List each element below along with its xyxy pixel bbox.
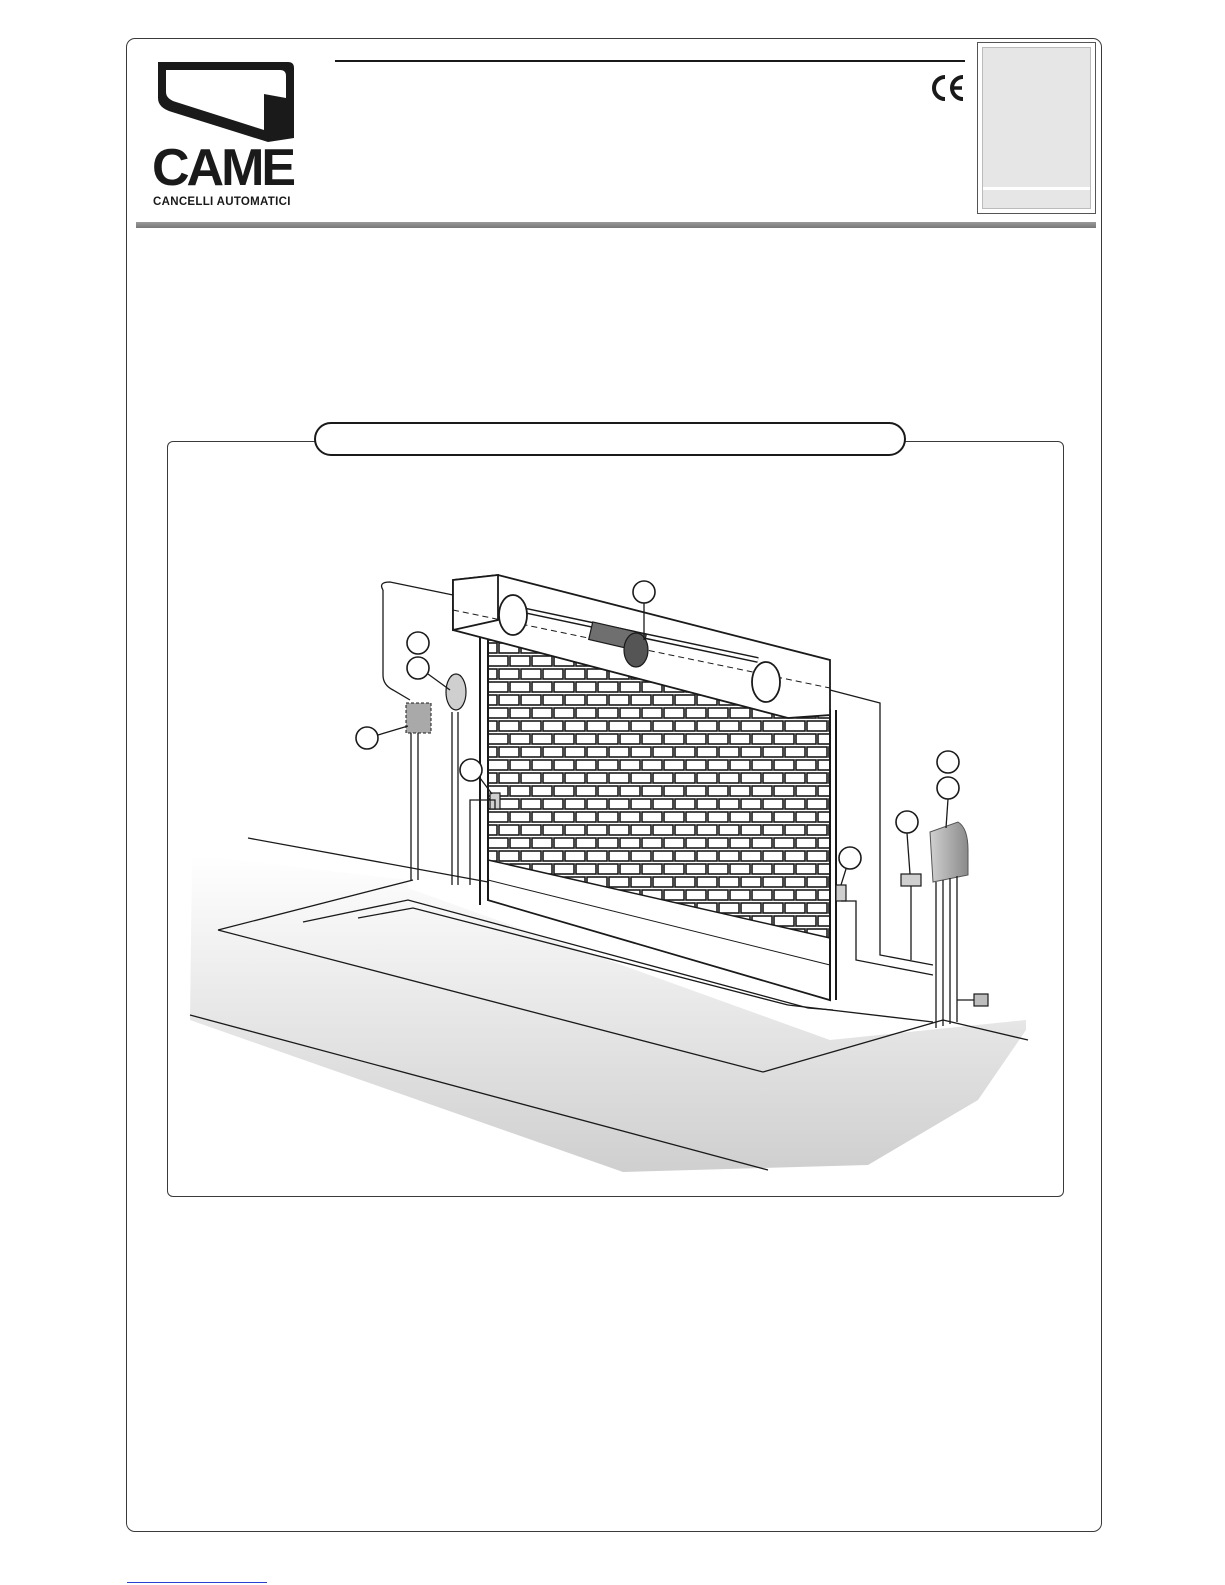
callout-8 bbox=[937, 777, 959, 799]
callout-2 bbox=[407, 657, 429, 679]
brand-tagline: CANCELLI AUTOMATICI bbox=[153, 196, 291, 208]
brand-name: CAME bbox=[152, 139, 294, 197]
junction-box-icon bbox=[974, 994, 988, 1006]
control-panel-icon bbox=[930, 822, 968, 882]
callout-6 bbox=[896, 811, 918, 833]
callout-4 bbox=[460, 759, 482, 781]
header-rule bbox=[335, 60, 965, 62]
callout-1 bbox=[407, 632, 429, 654]
language-tab-fill bbox=[982, 47, 1091, 209]
callout-5 bbox=[839, 847, 861, 869]
came-logo bbox=[152, 58, 302, 208]
footer-link-underline[interactable] bbox=[127, 1582, 267, 1583]
installation-diagram bbox=[168, 460, 1063, 1190]
ce-mark-icon bbox=[930, 74, 966, 102]
push-button-icon bbox=[901, 874, 921, 886]
callout-7 bbox=[937, 751, 959, 773]
came-logo-icon bbox=[152, 58, 298, 148]
callout-3 bbox=[356, 727, 378, 749]
header-band bbox=[136, 222, 1096, 228]
callout-motor bbox=[633, 581, 655, 603]
photocell-right-icon bbox=[836, 885, 846, 901]
keypad-icon bbox=[406, 703, 431, 733]
figure-title-pill bbox=[314, 422, 906, 456]
key-selector-icon bbox=[446, 674, 466, 710]
language-tab bbox=[977, 42, 1096, 214]
